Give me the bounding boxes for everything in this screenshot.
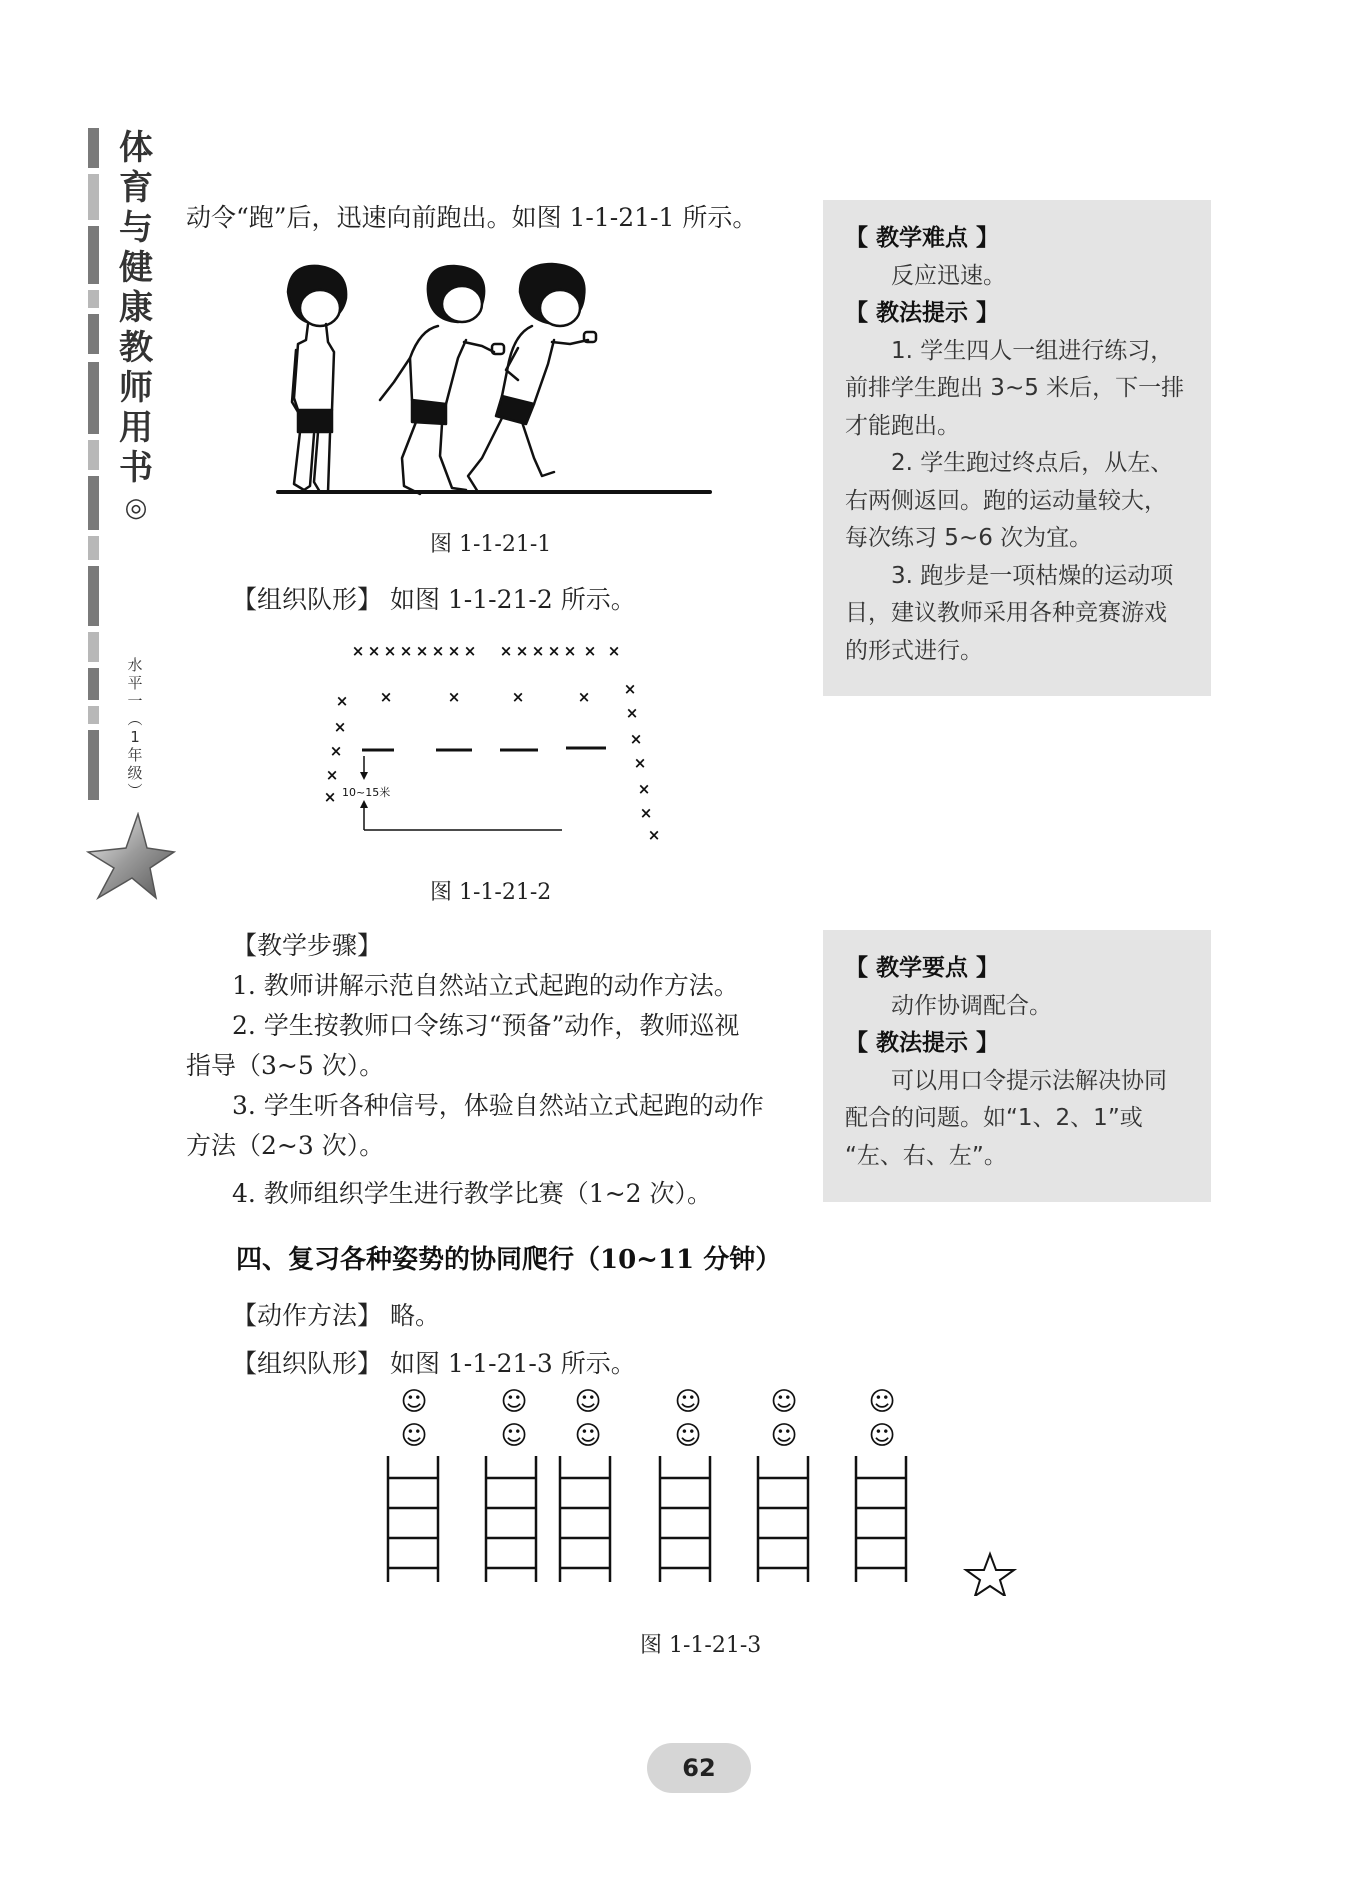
svg-text:☺: ☺	[868, 1421, 896, 1451]
step-2-line-2: 指导（3~5 次）。	[186, 1051, 385, 1080]
svg-text:×: ×	[577, 688, 591, 706]
smiley-icon	[400, 1387, 895, 1451]
teaching-key-points-box: 【 教学要点 】 动作协调配合。 【 教法提示 】 可以用口令提示法解决协同 配合的问题。如“1、2、1”或 “左、右、左”。	[823, 930, 1211, 1202]
svg-text:☺: ☺	[574, 1421, 602, 1451]
figure-3-caption: 图 1-1-21-3	[640, 1633, 762, 1658]
svg-text:×: ×	[379, 688, 393, 706]
svg-text:×: ×	[325, 766, 339, 784]
running-start-figure	[270, 262, 720, 500]
book-title: 体 育 与 健 康 教 师 用 书 ◎	[119, 128, 153, 523]
svg-text:×: ×	[329, 742, 343, 760]
organization-formation-1: 【组织队形】 如图 1-1-21-2 所示。	[232, 585, 636, 614]
page-number: 62	[647, 1743, 751, 1793]
svg-text:☺: ☺	[500, 1387, 528, 1417]
organization-formation-3: 【组织队形】 如图 1-1-21-3 所示。	[232, 1349, 636, 1378]
svg-text:☺: ☺	[674, 1387, 702, 1417]
svg-text:×: ×	[625, 704, 639, 722]
svg-text:☺: ☺	[674, 1421, 702, 1451]
step-3-line-1: 3. 学生听各种信号，体验自然站立式起跑的动作	[232, 1091, 764, 1120]
svg-text:×: ×	[515, 642, 529, 660]
star-icon	[86, 812, 176, 902]
figure-2-caption: 图 1-1-21-2	[430, 880, 552, 905]
step-2-line-1: 2. 学生按教师口令练习“预备”动作，教师巡视	[232, 1011, 740, 1040]
svg-text:×: ×	[623, 680, 637, 698]
svg-text:×: ×	[335, 692, 349, 710]
svg-text:×: ×	[447, 688, 461, 706]
step-3-line-2: 方法（2~3 次）。	[186, 1131, 385, 1160]
svg-text:☺: ☺	[574, 1387, 602, 1417]
svg-text:☺: ☺	[400, 1421, 428, 1451]
svg-text:×: ×	[607, 642, 621, 660]
svg-text:☺: ☺	[868, 1387, 896, 1417]
outline-star-icon	[966, 1554, 1014, 1596]
runner-running	[468, 264, 596, 492]
step-1: 1. 教师讲解示范自然站立式起跑的动作方法。	[232, 971, 739, 1000]
svg-text:×: ×	[333, 718, 347, 736]
svg-text:×: ×	[447, 642, 461, 660]
svg-text:×: ×	[463, 642, 477, 660]
svg-text:×: ×	[629, 730, 643, 748]
svg-text:×: ×	[499, 642, 513, 660]
svg-text:×: ×	[633, 754, 647, 772]
step-4: 4. 教师组织学生进行教学比赛（1~2 次）。	[232, 1179, 713, 1208]
svg-text:×: ×	[637, 780, 651, 798]
svg-text:×: ×	[583, 642, 597, 660]
svg-text:×: ×	[367, 642, 381, 660]
svg-text:×: ×	[383, 642, 397, 660]
sidebox-heading: 【 教法提示 】	[845, 1030, 1000, 1056]
runner-ready	[380, 266, 504, 494]
svg-text:×: ×	[351, 642, 365, 660]
svg-text:×: ×	[547, 642, 561, 660]
svg-text:×: ×	[323, 788, 337, 806]
svg-text:×: ×	[647, 826, 661, 844]
teaching-steps-title: 【教学步骤】	[232, 931, 383, 960]
section-4-title: 四、复习各种姿势的协同爬行（10~11 分钟）	[236, 1245, 782, 1275]
figure-1-caption: 图 1-1-21-1	[430, 532, 552, 557]
svg-text:×: ×	[639, 804, 653, 822]
svg-text:×: ×	[415, 642, 429, 660]
sidebox-heading: 【 教法提示 】	[845, 300, 1000, 326]
svg-text:×: ×	[431, 642, 445, 660]
svg-text:☺: ☺	[770, 1421, 798, 1451]
sidebox-heading: 【 教学要点 】	[845, 955, 1000, 981]
svg-text:×: ×	[399, 642, 413, 660]
svg-text:×: ×	[531, 642, 545, 660]
svg-text:☺: ☺	[400, 1387, 428, 1417]
teaching-difficulty-box: 【 教学难点 】 反应迅速。 【 教法提示 】 1. 学生四人一组进行练习， 前排学生跑出 3~5 米后，下一排 才能跑出。 2. 学生跑过终点后，从左、 右两侧返回。跑的运动量较大， 每次练习 5~6 次为宜。 3. 跑步是一项枯燥的运动项 目，建议教师采用各种竞赛游戏 的形式进行。	[823, 200, 1211, 696]
svg-text:×: ×	[511, 688, 525, 706]
runner-standing	[288, 266, 346, 492]
crawling-formation-diagram	[380, 1386, 1020, 1596]
action-method: 【动作方法】 略。	[232, 1301, 440, 1330]
distance-label: 10~15米	[342, 786, 391, 799]
formation-diagram	[310, 638, 680, 846]
svg-text:☺: ☺	[770, 1387, 798, 1417]
svg-text:☺: ☺	[500, 1421, 528, 1451]
level-label: 水 平 一 ︵ 1 年 级 ︶	[127, 656, 143, 800]
svg-text:×: ×	[563, 642, 577, 660]
ladder-group	[388, 1456, 906, 1582]
sidebox-heading: 【 教学难点 】	[845, 225, 1000, 251]
intro-line: 动令“跑”后，迅速向前跑出。如图 1-1-21-1 所示。	[186, 203, 758, 232]
